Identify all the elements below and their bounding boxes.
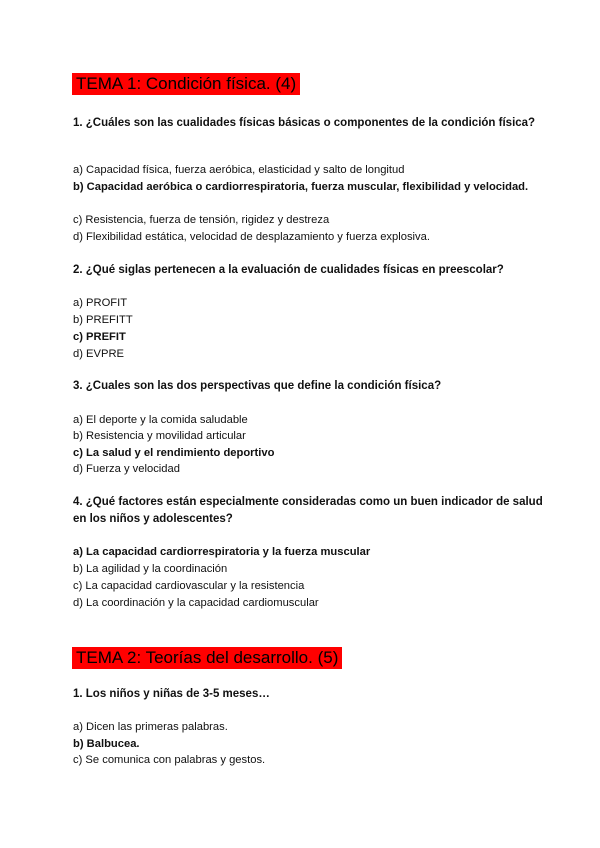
question-2-1: 1. Los niños y niñas de 3-5 meses… <box>73 688 270 700</box>
option-1-2-c-correct: c) PREFIT <box>73 331 126 343</box>
option-1-3-d: d) Fuerza y velocidad <box>73 463 180 475</box>
option-1-3-a: a) El deporte y la comida saludable <box>73 414 248 426</box>
question-1-2: 2. ¿Qué siglas pertenecen a la evaluación de cualidades físicas en preescolar? <box>73 264 504 276</box>
option-1-1-a: a) Capacidad física, fuerza aeróbica, elasticidad y salto de longitud <box>73 164 405 176</box>
option-1-3-c-correct: c) La salud y el rendimiento deportivo <box>73 447 275 459</box>
option-1-1-b-correct: b) Capacidad aeróbica o cardiorrespiratoria, fuerza muscular, flexibilidad y velocidad. <box>73 181 529 193</box>
option-1-1-d: d) Flexibilidad estática, velocidad de desplazamiento y fuerza explosiva. <box>73 231 430 243</box>
question-1-1: 1. ¿Cuáles son las cualidades físicas básicas o componentes de la condición física? <box>73 117 536 129</box>
option-2-1-c: c) Se comunica con palabras y gestos. <box>73 754 266 766</box>
option-1-4-c: c) La capacidad cardiovascular y la resistencia <box>73 580 305 592</box>
section-heading-tema-2: TEMA 2: Teorías del desarrollo. (5) <box>72 647 342 669</box>
option-1-4-b: b) La agilidad y la coordinación <box>73 563 228 575</box>
section-heading-tema-1: TEMA 1: Condición física. (4) <box>72 73 300 95</box>
option-1-2-b: b) PREFITT <box>73 314 133 326</box>
question-1-4: 4. ¿Qué factores están especialmente consideradas como un buen indicador de salud en los niños y adolescentes? <box>73 496 543 525</box>
option-1-2-d: d) EVPRE <box>73 348 124 360</box>
option-1-2-a: a) PROFIT <box>73 297 128 309</box>
question-1-3: 3. ¿Cuales son las dos perspectivas que define la condición física? <box>73 380 442 392</box>
option-1-4-d: d) La coordinación y la capacidad cardiomuscular <box>73 597 319 609</box>
option-1-4-a-correct: a) La capacidad cardiorrespiratoria y la fuerza muscular <box>73 546 371 558</box>
option-2-1-a: a) Dicen las primeras palabras. <box>73 721 228 733</box>
option-1-3-b: b) Resistencia y movilidad articular <box>73 430 246 442</box>
option-2-1-b-correct: b) Balbucea. <box>73 738 140 750</box>
option-1-1-c: c) Resistencia, fuerza de tensión, rigidez y destreza <box>73 214 330 226</box>
